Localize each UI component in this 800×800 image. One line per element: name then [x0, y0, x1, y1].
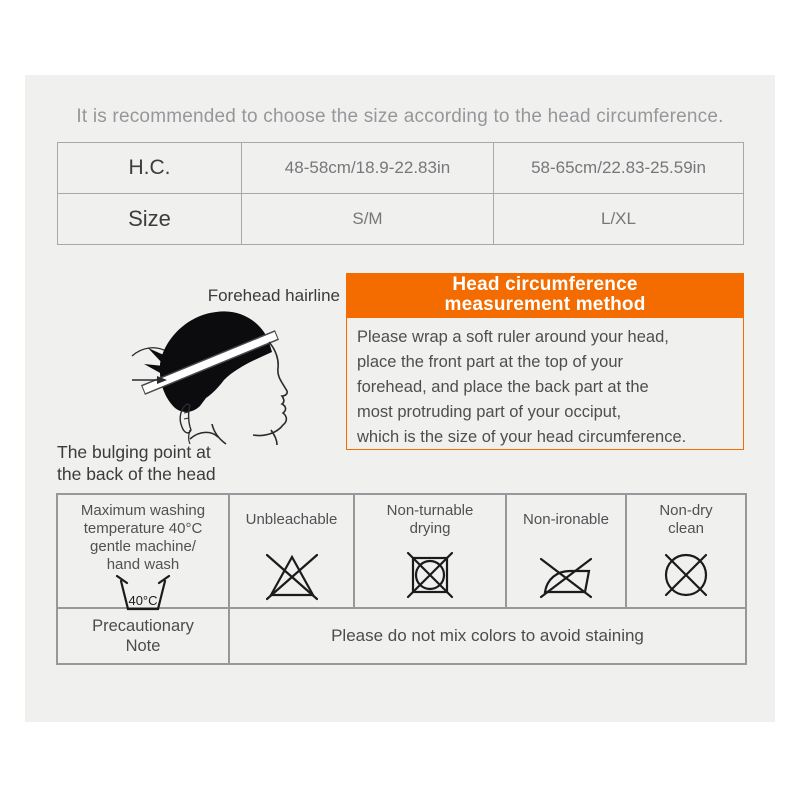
no-tumble-dry-icon — [405, 549, 455, 601]
size-table — [57, 142, 744, 245]
measurement-method-body — [346, 317, 744, 450]
no-iron-icon — [537, 549, 595, 601]
body-line: forehead, and place the back part at the — [357, 378, 649, 396]
forehead-hairline-label: Forehead hairline — [207, 286, 340, 305]
care-label: Non-dry clean — [659, 502, 713, 537]
body-line: which is the size of your head circumference. — [357, 428, 687, 446]
size-table-row — [58, 143, 744, 194]
size-table-header-cell: Size — [58, 194, 242, 245]
care-table-row — [57, 494, 746, 608]
bulging-point-label-line: The bulging point at — [57, 442, 211, 462]
care-label: Maximum washing temperature 40°C gentle machine/ hand wash — [80, 502, 206, 573]
size-table-cell: L/XL — [494, 194, 744, 245]
care-label: Non-ironable — [523, 511, 609, 528]
intro-text: It is recommended to choose the size according to the head circumference. — [76, 106, 724, 127]
measurement-method-title-line: Head circumference — [452, 274, 638, 295]
care-cell-wash — [57, 494, 229, 608]
measurement-method-header — [346, 273, 744, 317]
body-line: Please wrap a soft ruler around your head, — [357, 328, 669, 346]
no-bleach-icon — [264, 549, 320, 601]
no-dry-clean-icon — [659, 549, 713, 601]
body-line: place the front part at the top of your — [357, 353, 623, 371]
wash-40-icon — [115, 574, 171, 612]
care-cell-tumble-dry — [354, 494, 506, 608]
body-line: most protruding part of your occiput, — [357, 403, 622, 421]
size-table-cell: 48-58cm/18.9-22.83in — [242, 143, 494, 194]
size-table-header-cell: H.C. — [58, 143, 242, 194]
care-instructions-table — [56, 493, 747, 665]
care-cell-iron — [506, 494, 626, 608]
head-profile-illustration — [130, 306, 310, 446]
care-cell-dry-clean — [626, 494, 746, 608]
precautionary-note-text: Please do not mix colors to avoid staining — [229, 608, 746, 664]
precautionary-note-label: Precautionary Note — [57, 608, 229, 664]
wash-temp-label: 40°C — [128, 593, 158, 608]
measurement-method-title-line: measurement method — [444, 294, 646, 315]
care-label: Non-turnable drying — [386, 502, 474, 537]
size-table-cell: S/M — [242, 194, 494, 245]
care-label: Unbleachable — [245, 511, 338, 528]
care-table-note-row — [57, 608, 746, 664]
size-table-cell: 58-65cm/22.83-25.59in — [494, 143, 744, 194]
info-panel — [25, 75, 775, 722]
care-cell-bleach — [229, 494, 354, 608]
bulging-point-label-line: the back of the head — [57, 464, 216, 484]
collar-line — [190, 432, 218, 439]
size-table-row — [58, 194, 744, 245]
bulging-point-label — [57, 441, 216, 485]
